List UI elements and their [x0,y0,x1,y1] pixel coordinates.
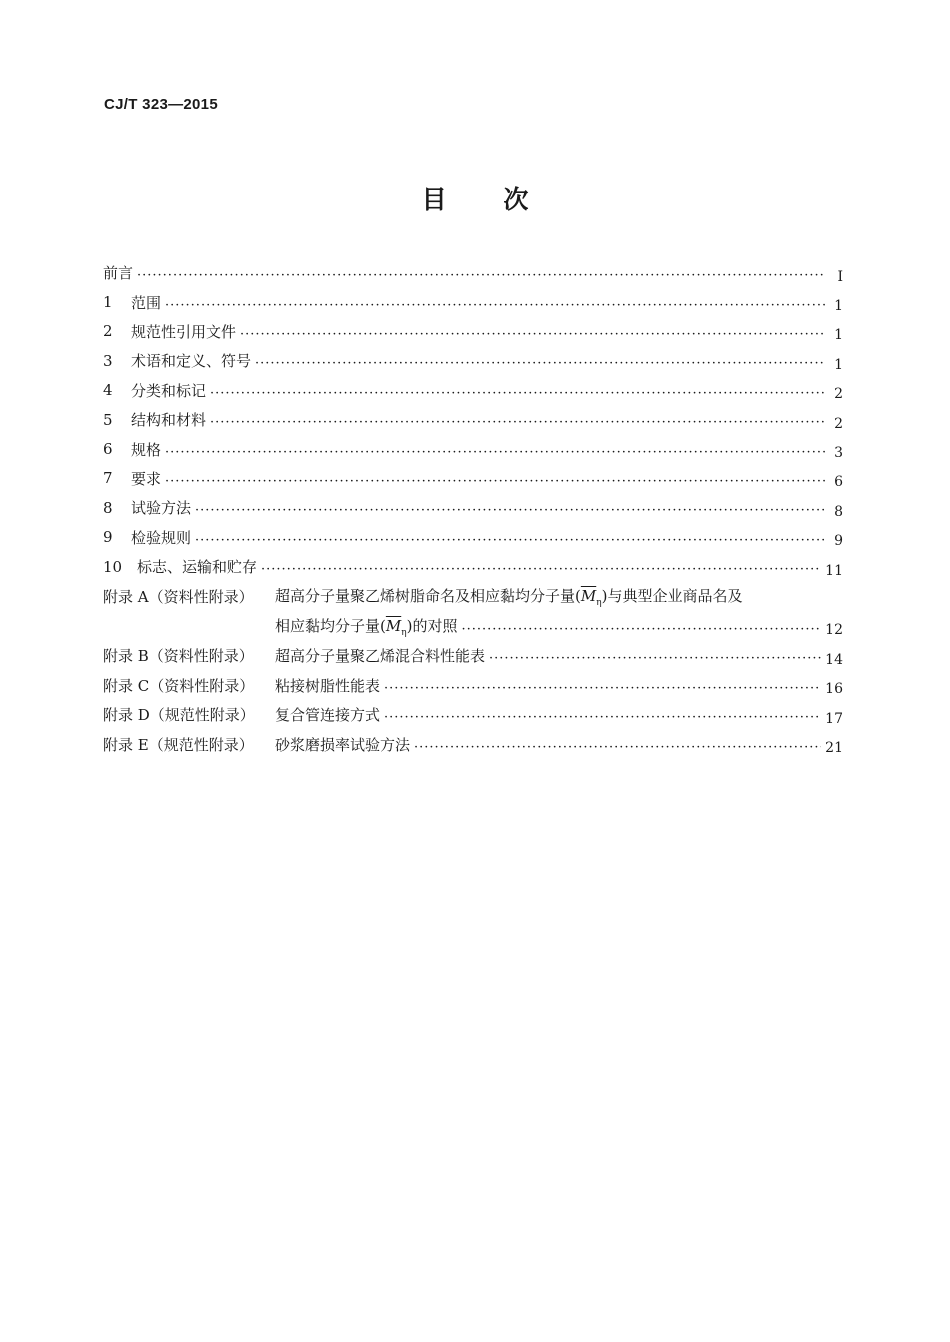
leader-dots [261,563,821,576]
page-title: 目 次 [421,185,529,214]
toc-entry-foreword[interactable] [103,258,843,287]
toc-page-number: 16 [825,681,843,698]
toc-number: 8 [103,498,113,517]
toc-label: 砂浆磨损率试验方法 [275,735,411,754]
toc-entry-6[interactable] [103,434,843,463]
toc-number: 2 [103,322,113,341]
toc-entry-appendix-d[interactable] [103,700,843,729]
leader-dots [461,623,821,636]
toc-entry-appendix-a[interactable] [103,581,843,611]
toc-label: 检验规则 [131,528,192,547]
toc-label-part: )的对照 [406,616,458,635]
toc-label [275,585,742,608]
viscosity-molecular-weight-symbol: $\overline{M}$ [580,586,597,605]
leader-dots [255,357,825,370]
leader-dots [210,387,825,400]
toc-number: 3 [103,351,113,370]
toc-label: 超高分子量聚乙烯混合料性能表 [275,647,486,666]
toc-label: 粘接树脂性能表 [275,676,381,695]
toc-number: 9 [103,528,113,547]
toc-label: 分类和标记 [131,381,207,400]
leader-dots [165,299,825,312]
toc-entry-7[interactable] [103,464,843,493]
toc-page-number: 3 [834,445,843,462]
toc-page-number: 17 [825,710,843,727]
toc-label-part: 超高分子量聚乙烯树脂命名及相应黏均分子量( [275,586,581,605]
toc-entry-5[interactable] [103,405,843,434]
toc-label: 复合管连接方式 [275,706,381,725]
appendix-prefix: 附录 C（资料性附录） [103,676,255,695]
toc-page-number: 1 [834,327,843,344]
toc-page-number: 1 [834,298,843,315]
toc-number: 1 [103,293,113,312]
toc-page-number: 2 [834,415,843,432]
toc-number: 4 [103,381,113,400]
toc-entry-4[interactable] [103,376,843,405]
toc-entry-appendix-a-continued[interactable] [103,611,843,641]
toc-label: 规范性引用文件 [131,322,237,341]
toc-page-number: 11 [825,562,843,579]
toc-number: 6 [103,440,113,459]
toc-label: 要求 [131,469,162,488]
leader-dots [414,741,821,754]
table-of-contents [103,258,843,759]
toc-page-number: I [837,268,843,285]
standard-code: CJ/T 323—2015 [104,96,218,113]
toc-entry-8[interactable] [103,493,843,522]
toc-page-number: 12 [825,622,843,639]
appendix-prefix: 附录 B（资料性附录） [103,647,254,666]
toc-entry-9[interactable] [103,523,843,552]
toc-label: 规格 [131,440,162,459]
toc-label-part: 相应黏均分子量( [275,616,386,635]
toc-number: 5 [103,410,113,429]
toc-entry-appendix-c[interactable] [103,671,843,700]
toc-page-number: 6 [834,474,843,491]
toc-label-part: )与典型企业商品名及 [601,586,743,605]
leader-dots [489,652,821,665]
toc-label: 标志、运输和贮存 [137,558,258,577]
viscosity-molecular-weight-symbol: $\overline{M}$ [385,616,402,635]
leader-dots [384,711,821,724]
leader-dots [210,416,825,429]
toc-label: 结构和材料 [131,411,207,430]
leader-dots [384,682,821,695]
toc-entry-2[interactable] [103,317,843,346]
leader-dots [137,269,825,282]
symbol-subscript: η [401,627,407,638]
toc-number: 10 [103,557,123,576]
toc-number: 7 [103,469,113,488]
toc-page-number: 21 [825,740,843,757]
toc-page-number: 9 [834,533,843,550]
toc-label: 术语和定义、符号 [131,352,252,371]
toc-label: 前言 [103,264,134,283]
toc-page-number: 8 [834,503,843,520]
toc-entry-10[interactable] [103,552,843,581]
toc-label: 试验方法 [131,499,192,518]
toc-page-number: 14 [825,651,843,668]
leader-dots [195,534,825,547]
toc-entry-appendix-e[interactable] [103,729,843,758]
toc-page-number: 1 [834,356,843,373]
leader-dots [240,328,825,341]
toc-label: 范围 [131,293,162,312]
toc-entry-appendix-b[interactable] [103,641,843,670]
leader-dots [165,446,825,459]
appendix-prefix: 附录 A（资料性附录） [103,587,254,606]
appendix-prefix: 附录 D（规范性附录） [103,706,255,725]
leader-dots [195,504,825,517]
toc-entry-1[interactable] [103,287,843,316]
toc-entry-3[interactable] [103,346,843,375]
appendix-prefix: 附录 E（规范性附录） [103,735,254,754]
toc-page-number: 2 [834,386,843,403]
leader-dots [165,475,825,488]
symbol-subscript: η [596,597,602,608]
toc-label [275,615,457,638]
